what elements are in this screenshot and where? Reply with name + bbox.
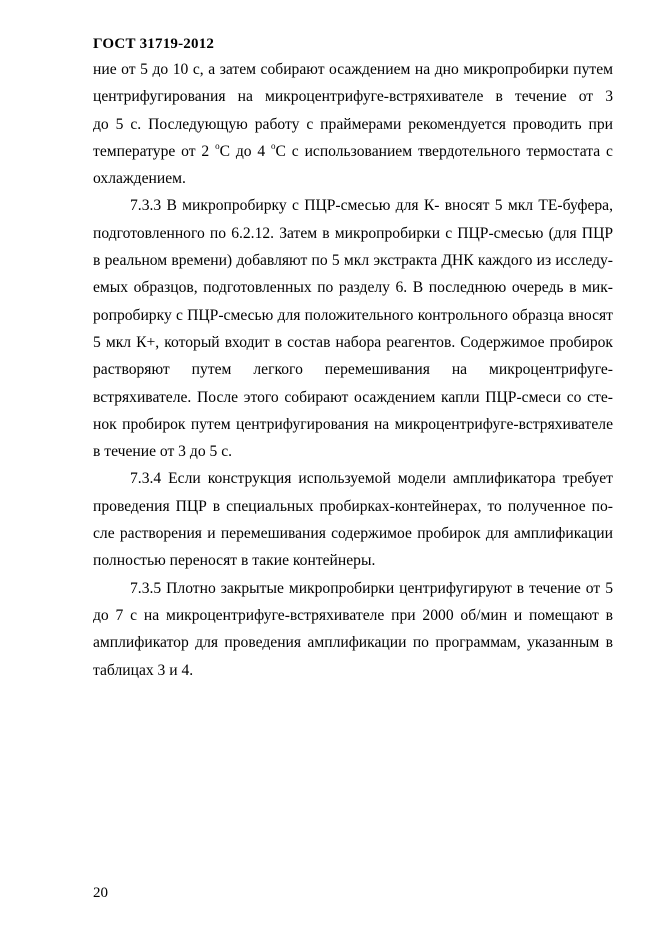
text-line: растворяют путем легкого перемешивания на микроцентрифуге-	[93, 361, 613, 379]
paragraph-7-3-5	[93, 575, 613, 684]
text-line: таблицах 3 и 4.	[93, 661, 194, 679]
text-line: сле растворения и перемешивания содержимое пробирок для амплификации	[93, 525, 613, 543]
text-line: подготовленного по 6.2.12. Затем в микропробирки с ПЦР-смесью (для ПЦР	[93, 224, 613, 242]
paragraph-7-3-3	[93, 192, 613, 465]
document-body	[93, 56, 613, 684]
text-line: амплификатор для проведения амплификации по программам, указанным в	[93, 634, 613, 652]
temp-text-before: температуре от 2	[93, 142, 216, 160]
text-line: охлаждением.	[93, 170, 186, 188]
text-line: проведения ПЦР в специальных пробирках-контейнерах, то полученное по-	[93, 497, 613, 515]
text-line: до 7 с на микроцентрифуге-встряхивателе при 2000 об/мин и помещают в	[93, 606, 613, 624]
degree-superscript: о	[271, 140, 276, 151]
temp-text-after: С с использованием твердотельного термостата с	[275, 142, 613, 160]
text-line: 7.3.3 В микропробирку с ПЦР-смесью для К- вносят 5 мкл ТЕ-буфера,	[130, 197, 613, 215]
text-line: встряхивателе. После этого собирают осаждением капли ПЦР-смеси со сте-	[93, 388, 613, 406]
paragraph-continuation	[93, 56, 613, 192]
text-line: в течение от 3 до 5 с.	[93, 443, 233, 461]
paragraph-7-3-4	[93, 465, 613, 574]
text-line: 7.3.4 Если конструкция используемой модели амплификатора требует	[130, 470, 613, 488]
degree-superscript: о	[215, 140, 220, 151]
text-line: ние от 5 до 10 с, а затем собирают осаждением на дно микропробирки путем	[93, 61, 613, 78]
text-line: центрифугирования на микроцентрифуге-встряхивателе в течение от 3	[93, 88, 613, 106]
text-line: полностью переносят в такие контейнеры.	[93, 552, 376, 570]
text-line: в реальном времени) добавляют по 5 мкл экстракта ДНК каждого из исследу-	[93, 252, 613, 270]
page-number: 20	[93, 885, 108, 901]
text-line-temperature	[93, 138, 613, 165]
document-header: ГОСТ 31719-2012	[93, 36, 215, 52]
temp-text-mid: С до 4	[219, 142, 272, 160]
text-line: 5 мкл К+, который входит в состав набора реагентов. Содержимое пробирок	[93, 333, 613, 351]
text-line: нок пробирок путем центрифугирования на микроцентрифуге-встряхивателе	[93, 415, 613, 433]
text-line: ропробирку с ПЦР-смесью для положительного контрольного образца вносят	[93, 306, 613, 324]
text-line: емых образцов, подготовленных по разделу 6. В последнюю очередь в мик-	[93, 279, 613, 297]
text-line: 7.3.5 Плотно закрытые микропробирки центрифугируют в течение от 5	[130, 579, 613, 597]
text-line: до 5 с. Последующую работу с праймерами рекомендуется проводить при	[93, 115, 613, 133]
